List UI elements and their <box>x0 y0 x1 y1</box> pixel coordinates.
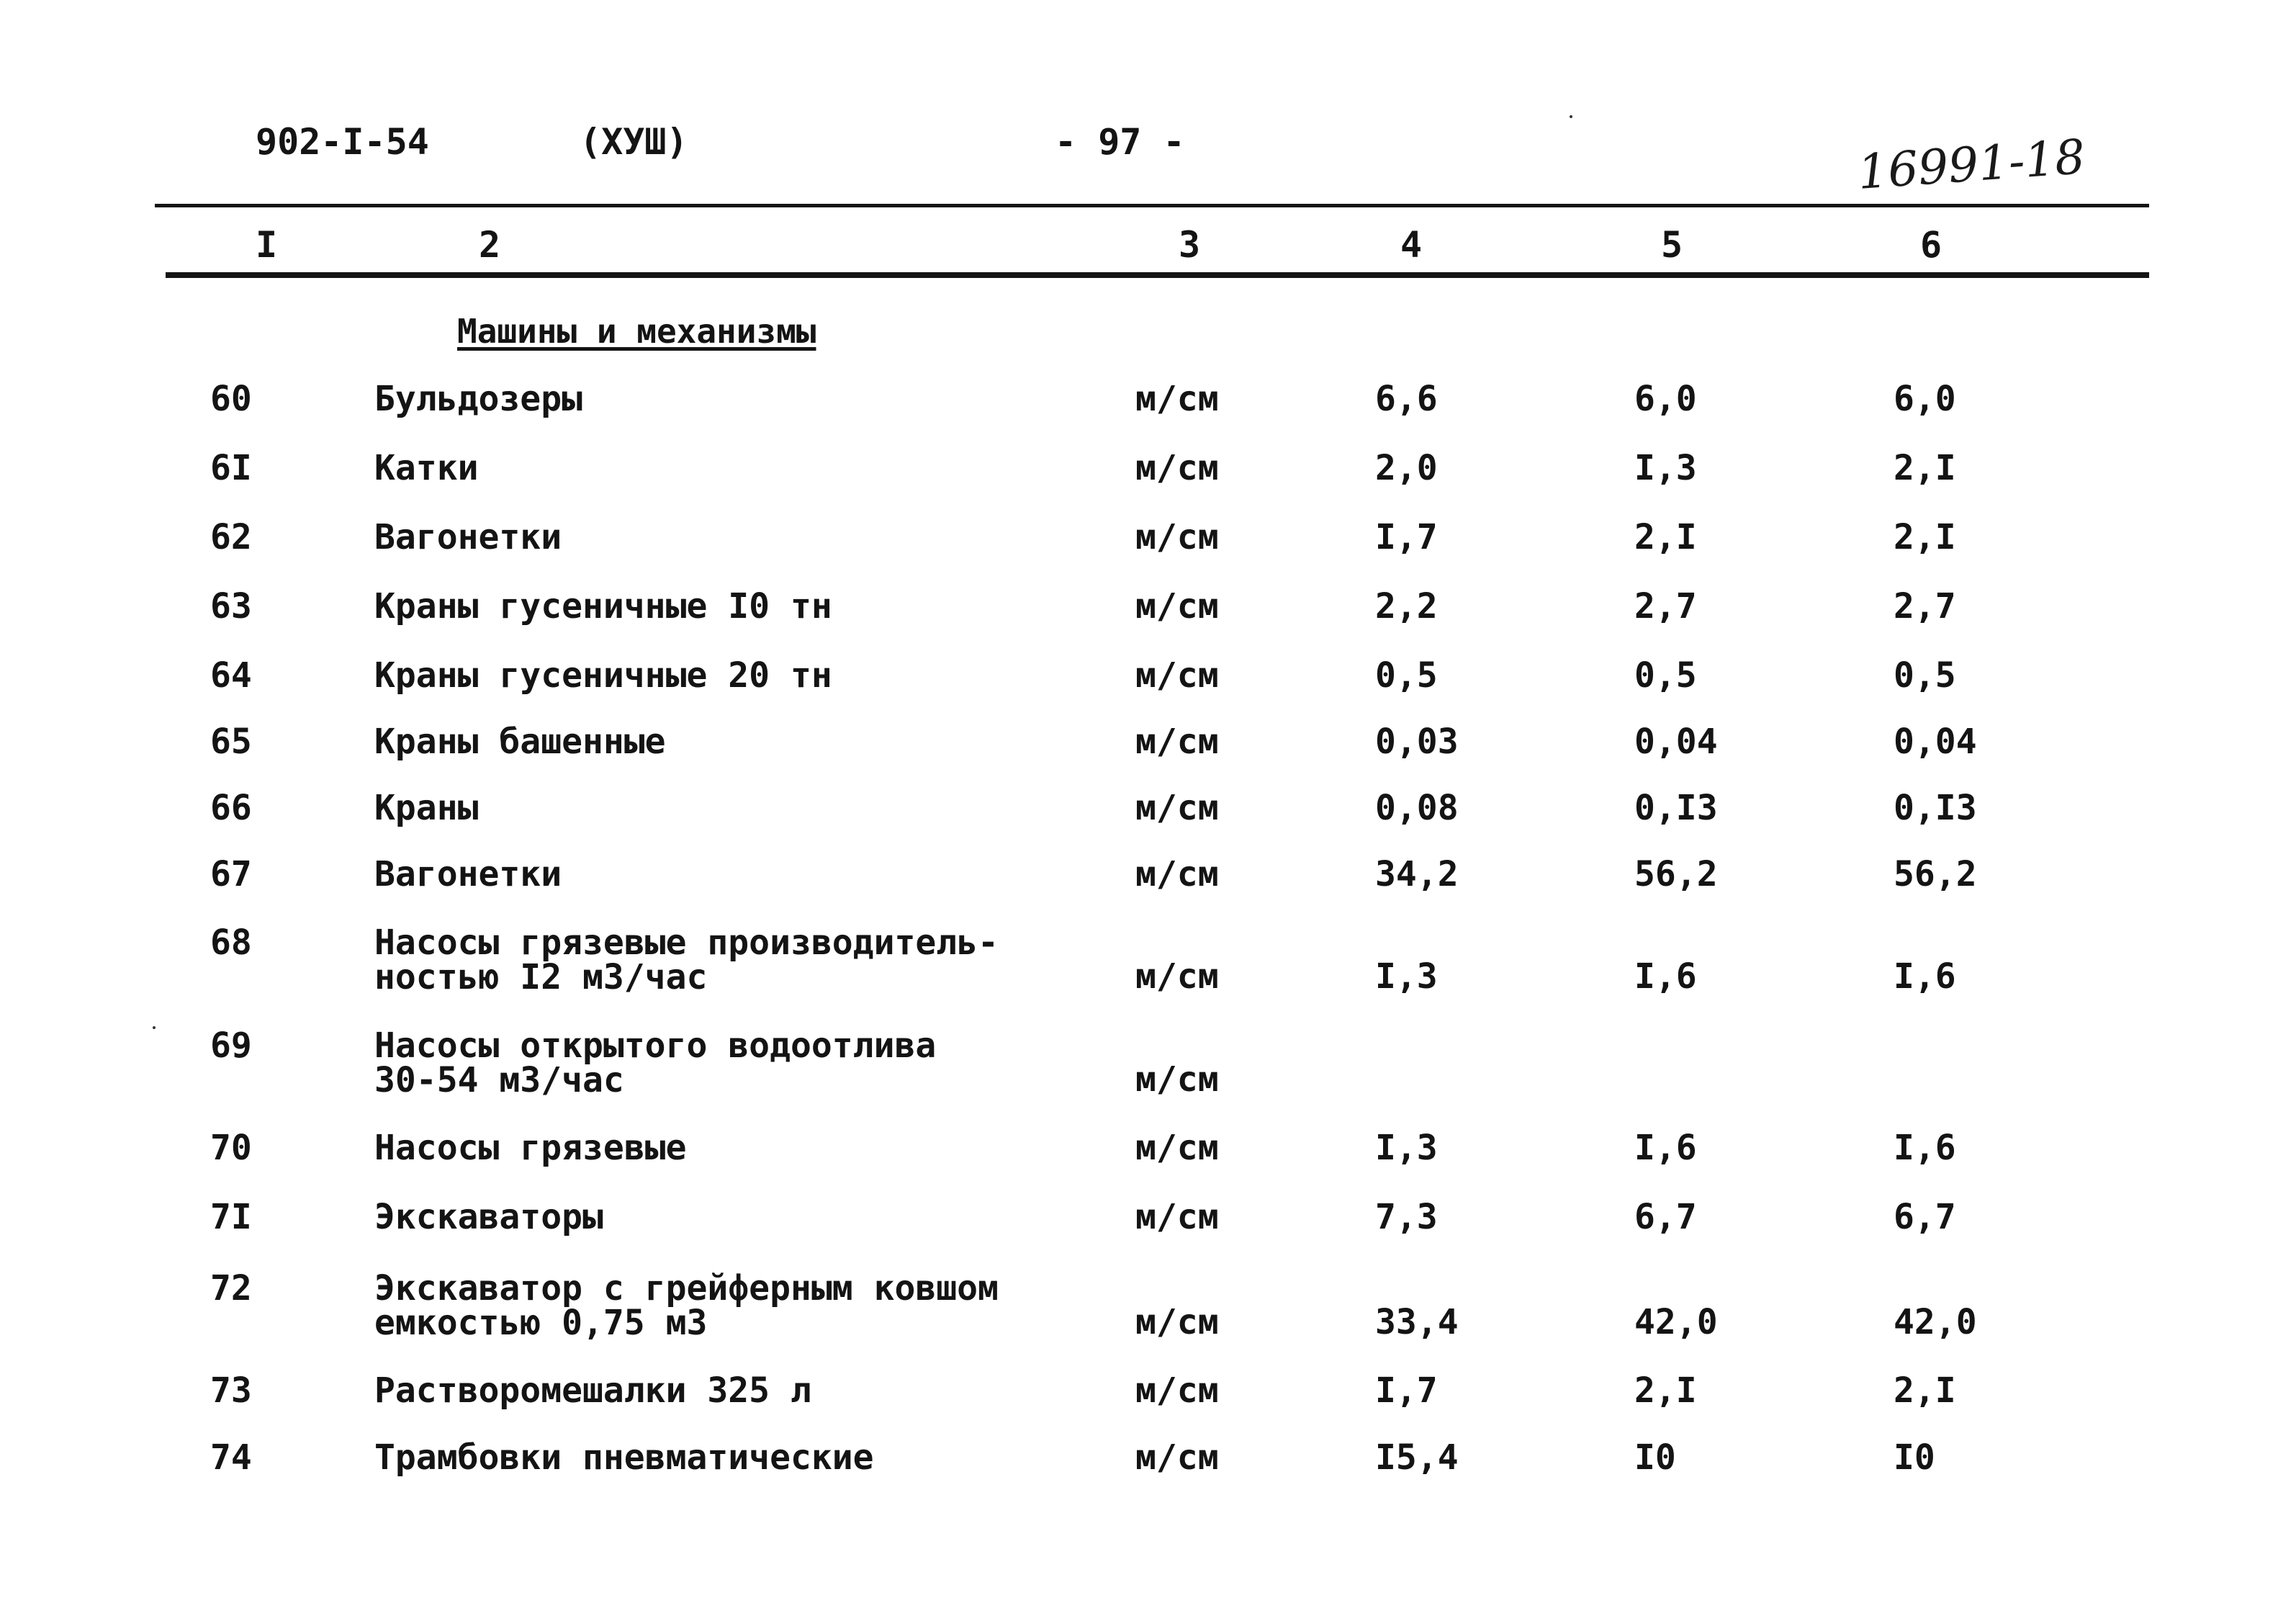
row-unit: м/см <box>1135 379 1219 419</box>
row-value-col5: 2,I <box>1634 517 1697 557</box>
row-value-col5: 6,7 <box>1634 1197 1697 1237</box>
row-number: 7I <box>210 1197 252 1237</box>
row-name-line: Краны гусеничные 20 тн <box>374 655 832 696</box>
row-value-col5: 2,7 <box>1634 586 1697 627</box>
column-header-3: 3 <box>1178 224 1201 266</box>
row-value-col4: I,7 <box>1375 1370 1438 1411</box>
row-value-col6: 2,I <box>1894 448 1956 488</box>
row-value-col6: 0,I3 <box>1894 788 1977 828</box>
row-value-col6: 0,04 <box>1894 722 1977 762</box>
row-unit: м/см <box>1135 788 1219 828</box>
column-header-4: 4 <box>1400 224 1423 266</box>
column-header-6: 6 <box>1919 224 1942 266</box>
row-number: 73 <box>210 1370 252 1411</box>
row-name <box>374 448 479 488</box>
column-header-1: I <box>255 224 278 266</box>
row-name <box>374 1268 999 1343</box>
row-value-col6: 6,0 <box>1894 379 1956 419</box>
row-name-line: Трамбовки пневматические <box>374 1437 874 1478</box>
album-number: (ХУШ) <box>580 121 688 163</box>
row-value-col4: I,7 <box>1375 517 1438 557</box>
row-name <box>374 1128 687 1168</box>
row-value-col6: 6,7 <box>1894 1197 1956 1237</box>
row-name <box>374 788 479 828</box>
row-value-col4: 2,0 <box>1375 448 1438 488</box>
row-value-col4: 33,4 <box>1375 1302 1459 1342</box>
row-name <box>374 854 562 894</box>
row-name-line: Насосы открытого водоотлива <box>374 1025 937 1066</box>
row-value-col4: 0,03 <box>1375 722 1459 762</box>
row-name <box>374 655 832 696</box>
header-top-rule <box>155 204 2149 207</box>
document-code: 902-I-54 <box>256 121 429 163</box>
row-name-line: Краны гусеничные I0 тн <box>374 586 832 627</box>
row-unit: м/см <box>1135 956 1219 997</box>
row-value-col5: 6,0 <box>1634 379 1697 419</box>
row-value-col5: I,6 <box>1634 1128 1697 1168</box>
row-value-col4: I,3 <box>1375 1128 1438 1168</box>
row-value-col5: 56,2 <box>1634 854 1718 894</box>
row-name-line: Бульдозеры <box>374 379 582 419</box>
row-number: 67 <box>210 854 252 894</box>
row-value-col5: 42,0 <box>1634 1302 1718 1342</box>
row-name <box>374 925 999 995</box>
row-number: 63 <box>210 586 252 627</box>
section-title: Машины и механизмы <box>457 312 816 351</box>
row-number: 62 <box>210 517 252 557</box>
row-name-line: Насосы грязевые <box>374 1128 687 1168</box>
row-value-col5: 2,I <box>1634 1370 1697 1411</box>
row-number: 72 <box>210 1268 252 1308</box>
row-value-col5: I,6 <box>1634 956 1697 997</box>
row-name-line: Краны башенные <box>374 722 666 762</box>
row-name <box>374 1197 603 1237</box>
row-unit: м/см <box>1135 1197 1219 1237</box>
row-number: 65 <box>210 722 252 762</box>
row-name <box>374 1437 874 1478</box>
row-value-col4: I,3 <box>1375 956 1438 997</box>
handwritten-reference: 16991-18 <box>1855 129 2087 200</box>
row-name-line: емкостью 0,75 м3 <box>374 1303 708 1343</box>
header-bottom-rule <box>166 272 2149 278</box>
row-number: 70 <box>210 1128 252 1168</box>
row-number: 66 <box>210 788 252 828</box>
row-number: 69 <box>210 1025 252 1066</box>
row-name-line: Растворомешалки 325 л <box>374 1370 811 1411</box>
row-name-line: Вагонетки <box>374 854 562 894</box>
row-value-col4: 34,2 <box>1375 854 1459 894</box>
row-name-line: Катки <box>374 448 479 488</box>
scan-speck <box>1570 115 1572 118</box>
row-name-line: Экскаваторы <box>374 1197 603 1237</box>
row-unit: м/см <box>1135 854 1219 894</box>
row-unit: м/см <box>1135 1059 1219 1100</box>
row-value-col6: 0,5 <box>1894 655 1956 696</box>
row-value-col4: 2,2 <box>1375 586 1438 627</box>
row-unit: м/см <box>1135 655 1219 696</box>
row-value-col4: 6,6 <box>1375 379 1438 419</box>
row-name <box>374 1370 811 1411</box>
row-name <box>374 722 666 762</box>
row-unit: м/см <box>1135 517 1219 557</box>
row-unit: м/см <box>1135 1128 1219 1168</box>
row-value-col6: 56,2 <box>1894 854 1977 894</box>
row-value-col6: I0 <box>1894 1437 1935 1478</box>
row-name-line: Экскаватор с грейферным ковшом <box>374 1268 999 1308</box>
row-value-col6: 2,I <box>1894 517 1956 557</box>
row-unit: м/см <box>1135 1302 1219 1342</box>
row-name <box>374 1025 937 1100</box>
column-header-5: 5 <box>1660 224 1683 266</box>
row-name-line: Вагонетки <box>374 517 562 557</box>
row-value-col6: 2,I <box>1894 1370 1956 1411</box>
row-value-col4: 0,08 <box>1375 788 1459 828</box>
row-value-col6: 2,7 <box>1894 586 1956 627</box>
row-value-col4: 0,5 <box>1375 655 1438 696</box>
row-name-line: Краны <box>374 788 479 828</box>
row-name-line: ностью I2 м3/час <box>374 957 708 997</box>
row-value-col5: I0 <box>1634 1437 1676 1478</box>
row-unit: м/см <box>1135 1437 1219 1478</box>
row-name-line: Насосы грязевые производитель- <box>374 923 999 963</box>
column-header-2: 2 <box>478 224 501 266</box>
row-number: 64 <box>210 655 252 696</box>
row-value-col4: 7,3 <box>1375 1197 1438 1237</box>
row-unit: м/см <box>1135 586 1219 627</box>
row-name <box>374 379 582 419</box>
row-value-col5: 0,04 <box>1634 722 1718 762</box>
row-name-line: 30-54 м3/час <box>374 1060 624 1100</box>
row-value-col5: I,3 <box>1634 448 1697 488</box>
row-value-col5: 0,5 <box>1634 655 1697 696</box>
row-name <box>374 517 562 557</box>
row-value-col4: I5,4 <box>1375 1437 1459 1478</box>
row-number: 60 <box>210 379 252 419</box>
row-number: 6I <box>210 448 252 488</box>
row-unit: м/см <box>1135 448 1219 488</box>
row-number: 68 <box>210 923 252 963</box>
row-value-col6: I,6 <box>1894 956 1956 997</box>
row-name <box>374 586 832 627</box>
page-number: - 97 - <box>1055 121 1185 163</box>
scan-speck <box>153 1026 156 1029</box>
row-number: 74 <box>210 1437 252 1478</box>
row-unit: м/см <box>1135 722 1219 762</box>
row-value-col6: 42,0 <box>1894 1302 1977 1342</box>
row-value-col5: 0,I3 <box>1634 788 1718 828</box>
row-unit: м/см <box>1135 1370 1219 1411</box>
row-value-col6: I,6 <box>1894 1128 1956 1168</box>
